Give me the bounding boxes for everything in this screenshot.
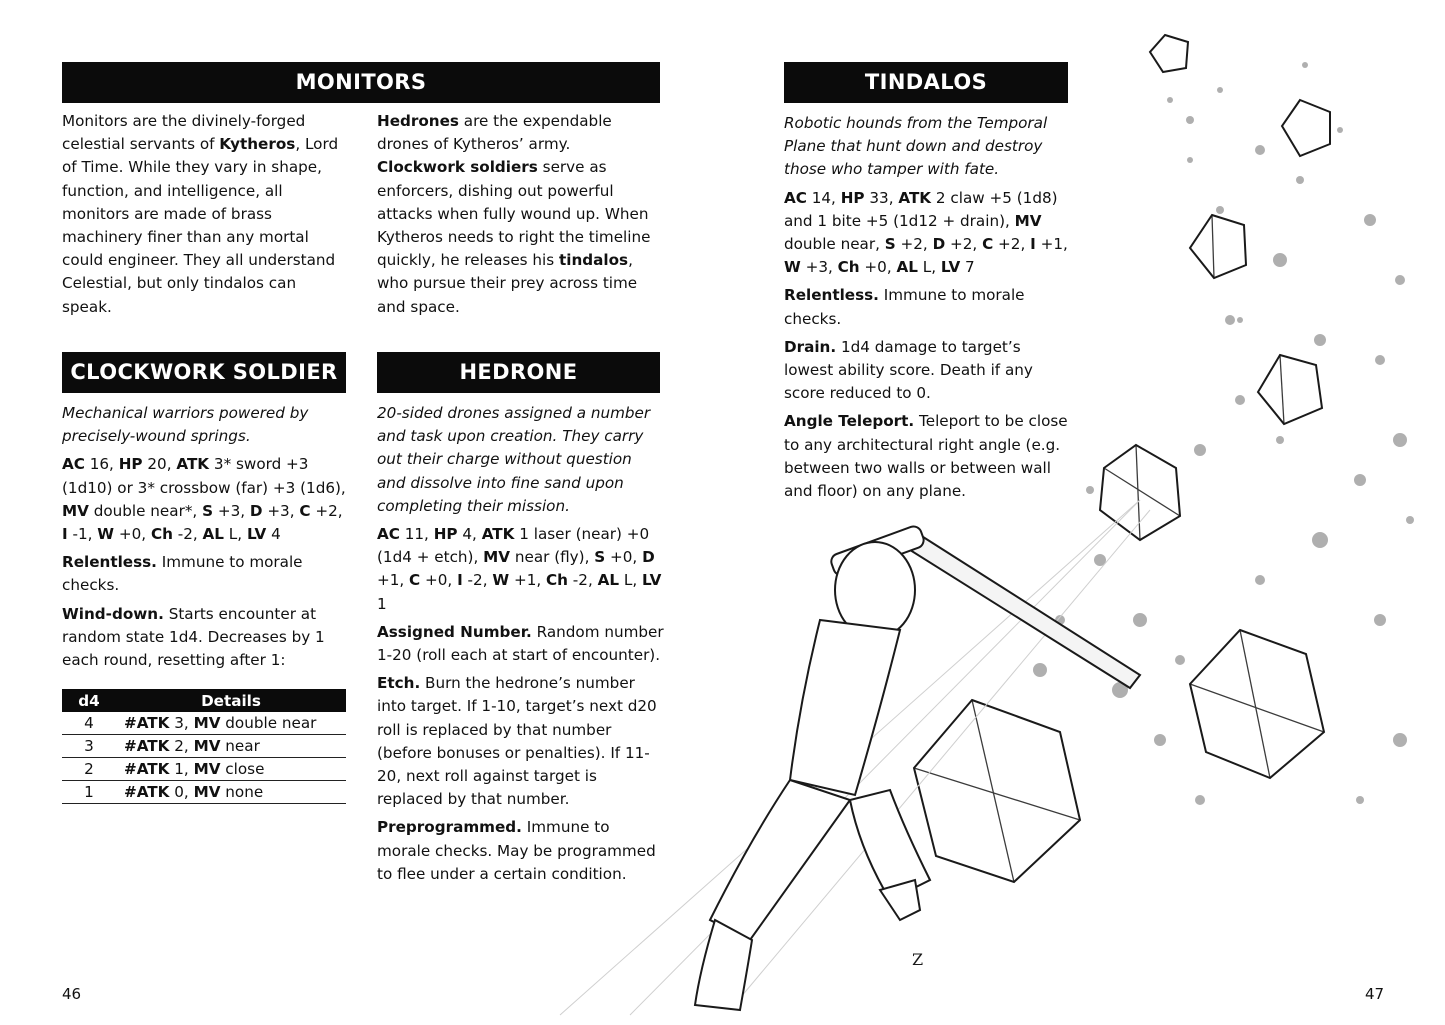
tindalos-ability-angle-teleport: Angle Teleport. Teleport to be close to any architectural right angle (e.g. between two walls or between wall and floor) on any plane. <box>784 412 1068 501</box>
tindalos-stats: AC 14, HP 33, ATK 2 claw +5 (1d8) and 1 bite +5 (1d12 + drain), MV double near, S +2, D +2, C +2, I +1, W +3, Ch +0, AL L, LV 7 <box>784 188 1068 277</box>
wind-down-table <box>62 689 346 804</box>
hedrone-ability-etch: Etch. Burn the hedrone’s number into target. If 1-10, target’s next d20 roll is replaced by that number (before bonuses or penalties). If 11-20, next roll against target is replaced by that number. <box>377 674 657 809</box>
table-header-details: Details <box>116 689 346 712</box>
hedrone-flavor: 20-sided drones assigned a number and task upon creation. They carry out their charge without question and dissolve into fine sand upon completing their mission. <box>377 404 651 515</box>
tindalos-ability-relentless: Relentless. Immune to morale checks. <box>784 286 1025 328</box>
clockwork-ability-wind-down: Wind-down. Starts encounter at random state 1d4. Decreases by 1 each round, resetting after 1: <box>62 604 325 670</box>
hedrone-ability-assigned-number: Assigned Number. Random number 1-20 (roll each at start of encounter). <box>377 622 664 665</box>
tindalos-ability-drain: Drain. 1d4 damage to target’s lowest ability score. Death if any score reduced to 0. <box>784 337 1033 403</box>
hedrone-heading: HEDRONE <box>377 352 660 393</box>
table-row: 2 #ATK 1, MV close <box>62 758 346 781</box>
tindalos-heading: TINDALOS <box>784 62 1068 103</box>
page-number-right: 47 <box>1365 985 1385 1003</box>
clockwork-soldier-block <box>62 402 349 677</box>
clockwork-stats: AC 16, HP 20, ATK 3* sword +3 (1d10) or 3* crossbow (far) +3 (1d6), MV double near*, S +3, D +3, C +2, I -1, W +0, Ch -2, AL L, LV 4 <box>62 455 346 544</box>
table-row: 1 #ATK 0, MV none <box>62 781 346 804</box>
clockwork-soldier-heading: CLOCKWORK SOLDIER <box>62 352 346 393</box>
hedrone-ability-preprogrammed: Preprogrammed. Immune to morale checks. May be programmed to flee under a certain condition. <box>377 818 656 883</box>
monitors-intro-col1: Monitors are the divinely-forged celestial servants of Kytheros, Lord of Time. While they vary in shape, function, and intelligence, all monitors are made of brass machinery finer than any mortal could engineer. They all understand Celestial, but only tindalos can speak. <box>62 112 339 316</box>
artist-signature: Z <box>912 950 924 969</box>
page-number-left: 46 <box>62 985 82 1003</box>
table-row: 3 #ATK 2, MV near <box>62 735 346 758</box>
tindalos-flavor: Robotic hounds from the Temporal Plane that hunt down and destroy those who tamper with fate. <box>784 114 1048 179</box>
clockwork-flavor: Mechanical warriors powered by precisely-wound springs. <box>62 404 309 446</box>
table-row: 4 #ATK 3, MV double near <box>62 712 346 735</box>
monitors-heading: MONITORS <box>62 62 660 103</box>
monitors-intro-col2: Hedrones are the expendable drones of Kytheros’ army. Clockwork soldiers serve as enforcers, dishing out powerful attacks when fully wound up. When Kytheros needs to right the timeline quickly, he releases his tindalos, who pursue their prey across time and space. <box>377 112 651 316</box>
hedrone-stats: AC 11, HP 4, ATK 1 laser (near) +0 (1d4 + etch), MV near (fly), S +0, D +1, C +0, I -2, W +1, Ch -2, AL L, LV 1 <box>377 525 662 613</box>
tindalos-block <box>784 112 1071 508</box>
table-header-d4: d4 <box>62 689 116 712</box>
clockwork-ability-relentless: Relentless. Immune to morale checks. <box>62 553 303 595</box>
